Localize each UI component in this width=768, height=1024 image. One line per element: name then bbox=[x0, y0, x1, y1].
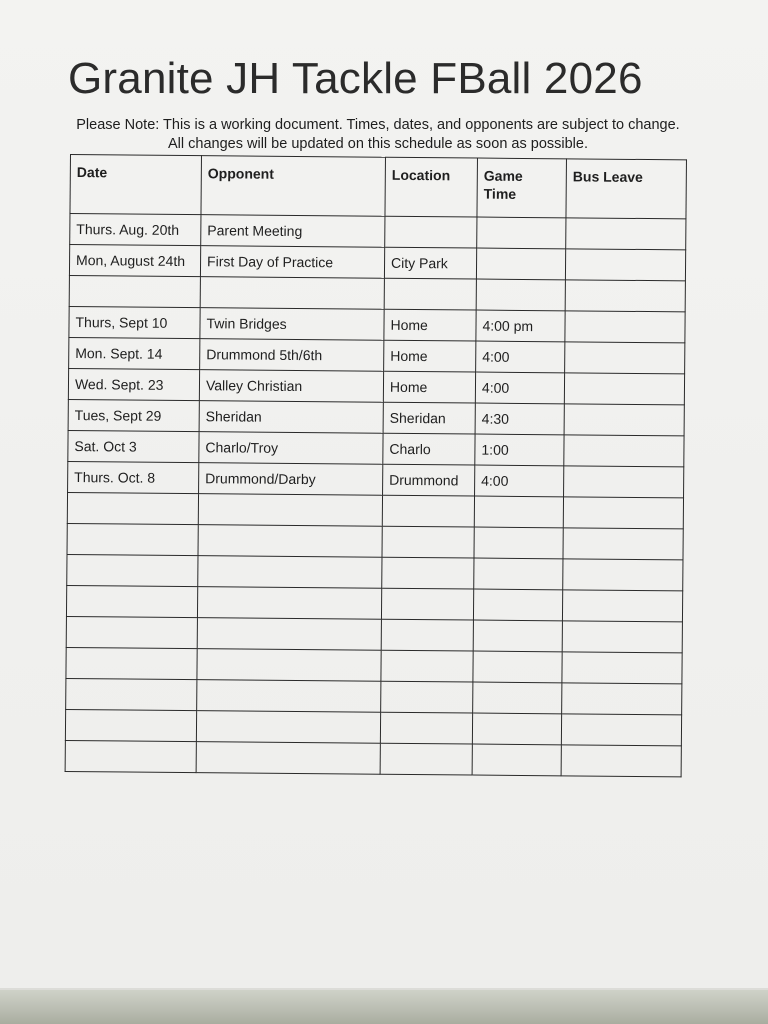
cell-game-time bbox=[472, 713, 561, 745]
cell-opponent bbox=[198, 525, 382, 558]
cell-date bbox=[66, 585, 197, 617]
header-row bbox=[70, 155, 686, 219]
cell-game-time: 4:00 pm bbox=[476, 310, 565, 342]
cell-opponent bbox=[200, 277, 384, 310]
cell-opponent bbox=[198, 556, 382, 589]
cell-opponent bbox=[197, 587, 381, 620]
cell-location bbox=[384, 278, 476, 310]
cell-location bbox=[381, 681, 473, 713]
cell-location bbox=[381, 650, 473, 682]
disclaimer-line-2: All changes will be updated on this schedule as soon as possible. bbox=[168, 136, 588, 152]
cell-game-time bbox=[474, 496, 563, 528]
cell-bus-leave bbox=[564, 404, 684, 436]
cell-date: Mon, August 24th bbox=[69, 245, 200, 277]
cell-location bbox=[381, 619, 473, 651]
cell-bus-leave bbox=[565, 311, 685, 343]
cell-opponent: Charlo/Troy bbox=[199, 432, 383, 465]
cell-date: Thurs, Sept 10 bbox=[69, 306, 200, 338]
cell-opponent: Sheridan bbox=[199, 401, 383, 434]
cell-bus-leave bbox=[563, 497, 683, 529]
cell-location: Home bbox=[383, 371, 475, 403]
cell-game-time bbox=[473, 651, 562, 683]
cell-bus-leave bbox=[562, 621, 682, 653]
cell-opponent bbox=[197, 680, 381, 713]
cell-date bbox=[67, 492, 198, 524]
cell-location: Sheridan bbox=[383, 402, 475, 434]
cell-date bbox=[66, 647, 197, 679]
cell-game-time: 4:00 bbox=[475, 465, 564, 497]
cell-location: Home bbox=[384, 340, 476, 372]
cell-opponent: Parent Meeting bbox=[201, 215, 385, 248]
cell-bus-leave bbox=[565, 249, 685, 281]
cell-date: Tues, Sept 29 bbox=[68, 399, 199, 431]
cell-game-time bbox=[476, 248, 565, 280]
cell-game-time bbox=[474, 558, 563, 590]
cell-location bbox=[380, 743, 472, 775]
cell-opponent: Twin Bridges bbox=[200, 308, 384, 341]
cell-date: Mon. Sept. 14 bbox=[69, 337, 200, 369]
background-surface bbox=[0, 990, 768, 1024]
cell-game-time: 4:00 bbox=[476, 341, 565, 373]
cell-opponent: Drummond/Darby bbox=[199, 463, 383, 496]
document-title: Granite JH Tackle FBall 2026 bbox=[68, 54, 643, 103]
cell-location: Charlo bbox=[383, 433, 475, 465]
cell-date bbox=[66, 616, 197, 648]
cell-bus-leave bbox=[561, 714, 681, 746]
cell-game-time bbox=[477, 217, 566, 249]
cell-location bbox=[382, 557, 474, 589]
cell-date: Thurs. Oct. 8 bbox=[68, 461, 199, 493]
cell-date bbox=[69, 275, 200, 307]
cell-date: Thurs. Aug. 20th bbox=[70, 214, 201, 246]
cell-bus-leave bbox=[566, 218, 686, 250]
cell-game-time bbox=[472, 744, 561, 776]
cell-game-time bbox=[473, 682, 562, 714]
cell-bus-leave bbox=[562, 683, 682, 715]
cell-location: Home bbox=[384, 309, 476, 341]
cell-game-time: 4:30 bbox=[475, 403, 564, 435]
cell-opponent: First Day of Practice bbox=[200, 246, 384, 279]
cell-bus-leave bbox=[565, 342, 685, 374]
cell-bus-leave bbox=[564, 373, 684, 405]
cell-bus-leave bbox=[564, 466, 684, 498]
column-header-game-time: Game Time bbox=[477, 158, 567, 218]
disclaimer-note bbox=[60, 116, 696, 154]
cell-opponent bbox=[198, 494, 382, 527]
cell-location bbox=[382, 495, 474, 527]
table-row bbox=[65, 740, 681, 776]
cell-location: Drummond bbox=[383, 464, 475, 496]
cell-bus-leave bbox=[564, 435, 684, 467]
cell-game-time: 1:00 bbox=[475, 434, 564, 466]
cell-location bbox=[380, 712, 472, 744]
cell-date: Wed. Sept. 23 bbox=[68, 368, 199, 400]
schedule-table bbox=[65, 154, 687, 777]
column-header-bus-leave: Bus Leave bbox=[566, 159, 687, 219]
cell-bus-leave bbox=[565, 280, 685, 312]
cell-game-time bbox=[473, 589, 562, 621]
cell-location bbox=[385, 216, 477, 248]
cell-date bbox=[65, 709, 196, 741]
column-header-opponent: Opponent bbox=[201, 156, 386, 217]
cell-date: Sat. Oct 3 bbox=[68, 430, 199, 462]
cell-opponent: Valley Christian bbox=[199, 370, 383, 403]
cell-opponent bbox=[196, 711, 380, 744]
cell-opponent bbox=[196, 742, 380, 775]
cell-location: City Park bbox=[384, 247, 476, 279]
cell-opponent: Drummond 5th/6th bbox=[200, 339, 384, 372]
cell-game-time bbox=[473, 620, 562, 652]
cell-location bbox=[381, 588, 473, 620]
disclaimer-line-1: Please Note: This is a working document. Times, dates, and opponents are subject to change. bbox=[76, 117, 680, 133]
cell-bus-leave bbox=[563, 559, 683, 591]
cell-date bbox=[67, 554, 198, 586]
cell-game-time bbox=[476, 279, 565, 311]
column-header-location: Location bbox=[385, 157, 478, 217]
schedule-body bbox=[65, 214, 686, 777]
cell-bus-leave bbox=[562, 590, 682, 622]
cell-bus-leave bbox=[562, 652, 682, 684]
column-header-date: Date bbox=[70, 155, 202, 215]
cell-location bbox=[382, 526, 474, 558]
cell-opponent bbox=[197, 649, 381, 682]
cell-date bbox=[65, 740, 196, 772]
cell-game-time: 4:00 bbox=[475, 372, 564, 404]
cell-bus-leave bbox=[563, 528, 683, 560]
cell-date bbox=[66, 678, 197, 710]
cell-opponent bbox=[197, 618, 381, 651]
cell-game-time bbox=[474, 527, 563, 559]
cell-date bbox=[67, 523, 198, 555]
cell-bus-leave bbox=[561, 745, 681, 777]
